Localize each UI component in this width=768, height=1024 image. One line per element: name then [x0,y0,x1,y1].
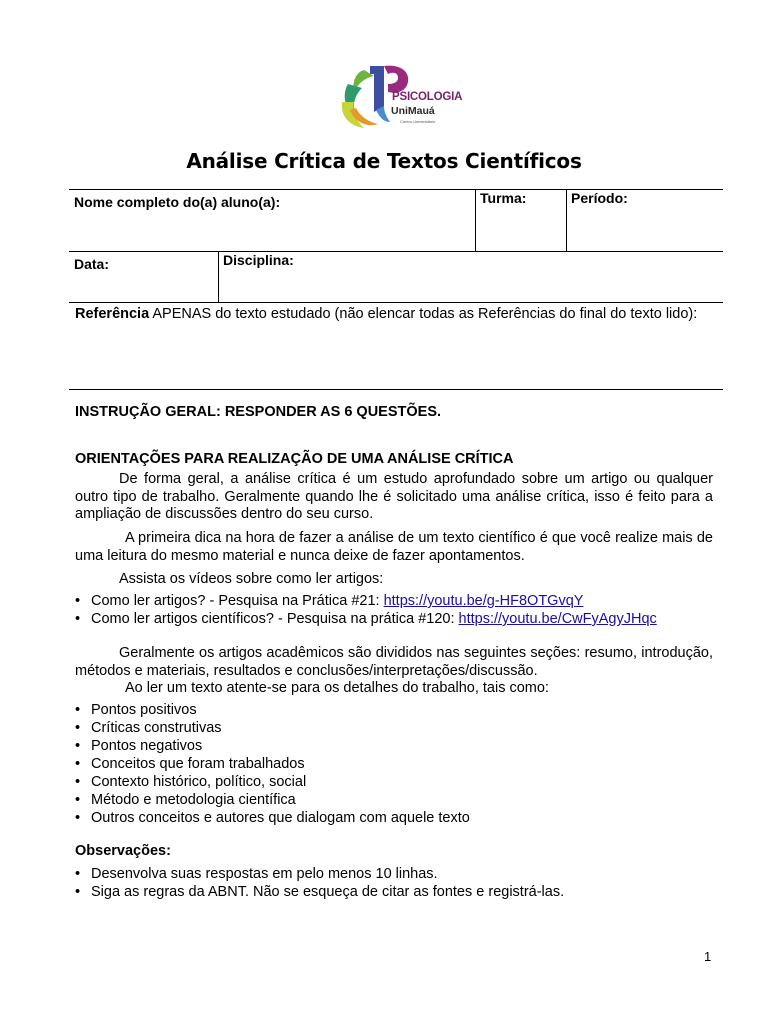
paragraph-details: Ao ler um texto atente-se para os detalhes do trabalho, tais como: [125,680,549,696]
reference-field[interactable] [75,306,717,323]
list-item [75,593,583,609]
logo-institution: UniMauá [391,105,435,117]
period-field-label[interactable]: Período: [571,190,628,206]
name-field-label[interactable]: Nome completo do(a) aluno(a): [74,194,281,210]
list-item [75,611,657,627]
list-item [75,792,296,808]
bullet-icon: • [75,720,81,736]
list-item [75,774,306,790]
list-item [75,720,222,736]
page-number: 1 [704,949,712,964]
list-item [75,756,305,772]
bullet-icon: • [75,593,81,609]
observations-heading: Observações: [75,843,171,859]
reference-text: APENAS do texto estudado (não elencar todas as Referências do final do texto lido): [149,306,698,322]
list-item-text: Siga as regras da ABNT. Não se esqueça de citar as fontes e registrá-las. [91,884,565,900]
table-bottom-border [69,389,723,390]
paragraph-intro: De forma geral, a análise crítica é um estudo aprofundado sobre um artigo ou qualquer outro tipo de trabalho. Geralmente quando lhe é solicitado uma análise crítica, isso é feito para a ampliação de discussões dentro do seu curso. [75,471,713,522]
table-row-border [69,251,723,252]
video-link[interactable]: https://youtu.be/g-HF8OTGvqY [383,593,584,609]
bullet-icon: • [75,792,81,808]
video-link[interactable]: https://youtu.be/CwFyAgyJHqc [458,611,657,627]
class-field-label[interactable]: Turma: [480,190,527,206]
list-item-text: Desenvolva suas respostas em pelo menos 10 linhas. [91,866,438,882]
list-item [75,810,470,826]
bullet-icon: • [75,774,81,790]
list-item-text: Outros conceitos e autores que dialogam com aquele texto [91,810,470,826]
list-item-text: Pontos negativos [91,738,203,754]
table-row-border [69,302,723,303]
list-item [75,866,438,882]
list-item [75,702,197,718]
paragraph-videos: Assista os vídeos sobre como ler artigos: [119,571,384,587]
list-item-text: Pontos positivos [91,702,197,718]
list-item-text: Conceitos que foram trabalhados [91,756,305,772]
date-field-label[interactable]: Data: [74,256,110,272]
bullet-icon: • [75,884,81,900]
logo-title: PSICOLOGIA [392,91,463,103]
list-item [75,738,202,754]
page-title: Análise Crítica de Textos Científicos [186,149,582,173]
discipline-field-label[interactable]: Disciplina: [223,252,294,268]
bullet-icon: • [75,611,81,627]
table-divider [566,189,567,251]
instruction-heading: INSTRUÇÃO GERAL: RESPONDER AS 6 QUESTÕES. [75,404,442,420]
bullet-icon: • [75,866,81,882]
list-item [75,884,564,900]
orientation-heading: ORIENTAÇÕES PARA REALIZAÇÃO DE UMA ANÁLISE CRÍTICA [75,451,514,467]
video-text: Como ler artigos? - Pesquisa na Prática #21: [91,593,384,609]
reference-label: Referência [75,306,150,322]
bullet-icon: • [75,702,81,718]
table-divider [475,189,476,251]
logo-tagline: Centro Universitário [400,119,436,124]
list-item-text: Contexto histórico, político, social [91,774,307,790]
paragraph-sections: Geralmente os artigos acadêmicos são divididos nas seguintes seções: resumo, introdução, métodos e materiais, resultados e conclusões/interpretações/discussão. [75,645,713,679]
bullet-icon: • [75,810,81,826]
video-text: Como ler artigos científicos? - Pesquisa na prática #120: [91,611,459,627]
list-item-text: Críticas construtivas [91,720,222,736]
paragraph-tip: A primeira dica na hora de fazer a análise de um texto científico é que você realize mais de uma leitura do mesmo material e nunca deixe de fazer apontamentos. [75,530,713,564]
bullet-icon: • [75,738,81,754]
list-item-text: Método e metodologia científica [91,792,296,808]
bullet-icon: • [75,756,81,772]
table-divider [218,251,219,302]
